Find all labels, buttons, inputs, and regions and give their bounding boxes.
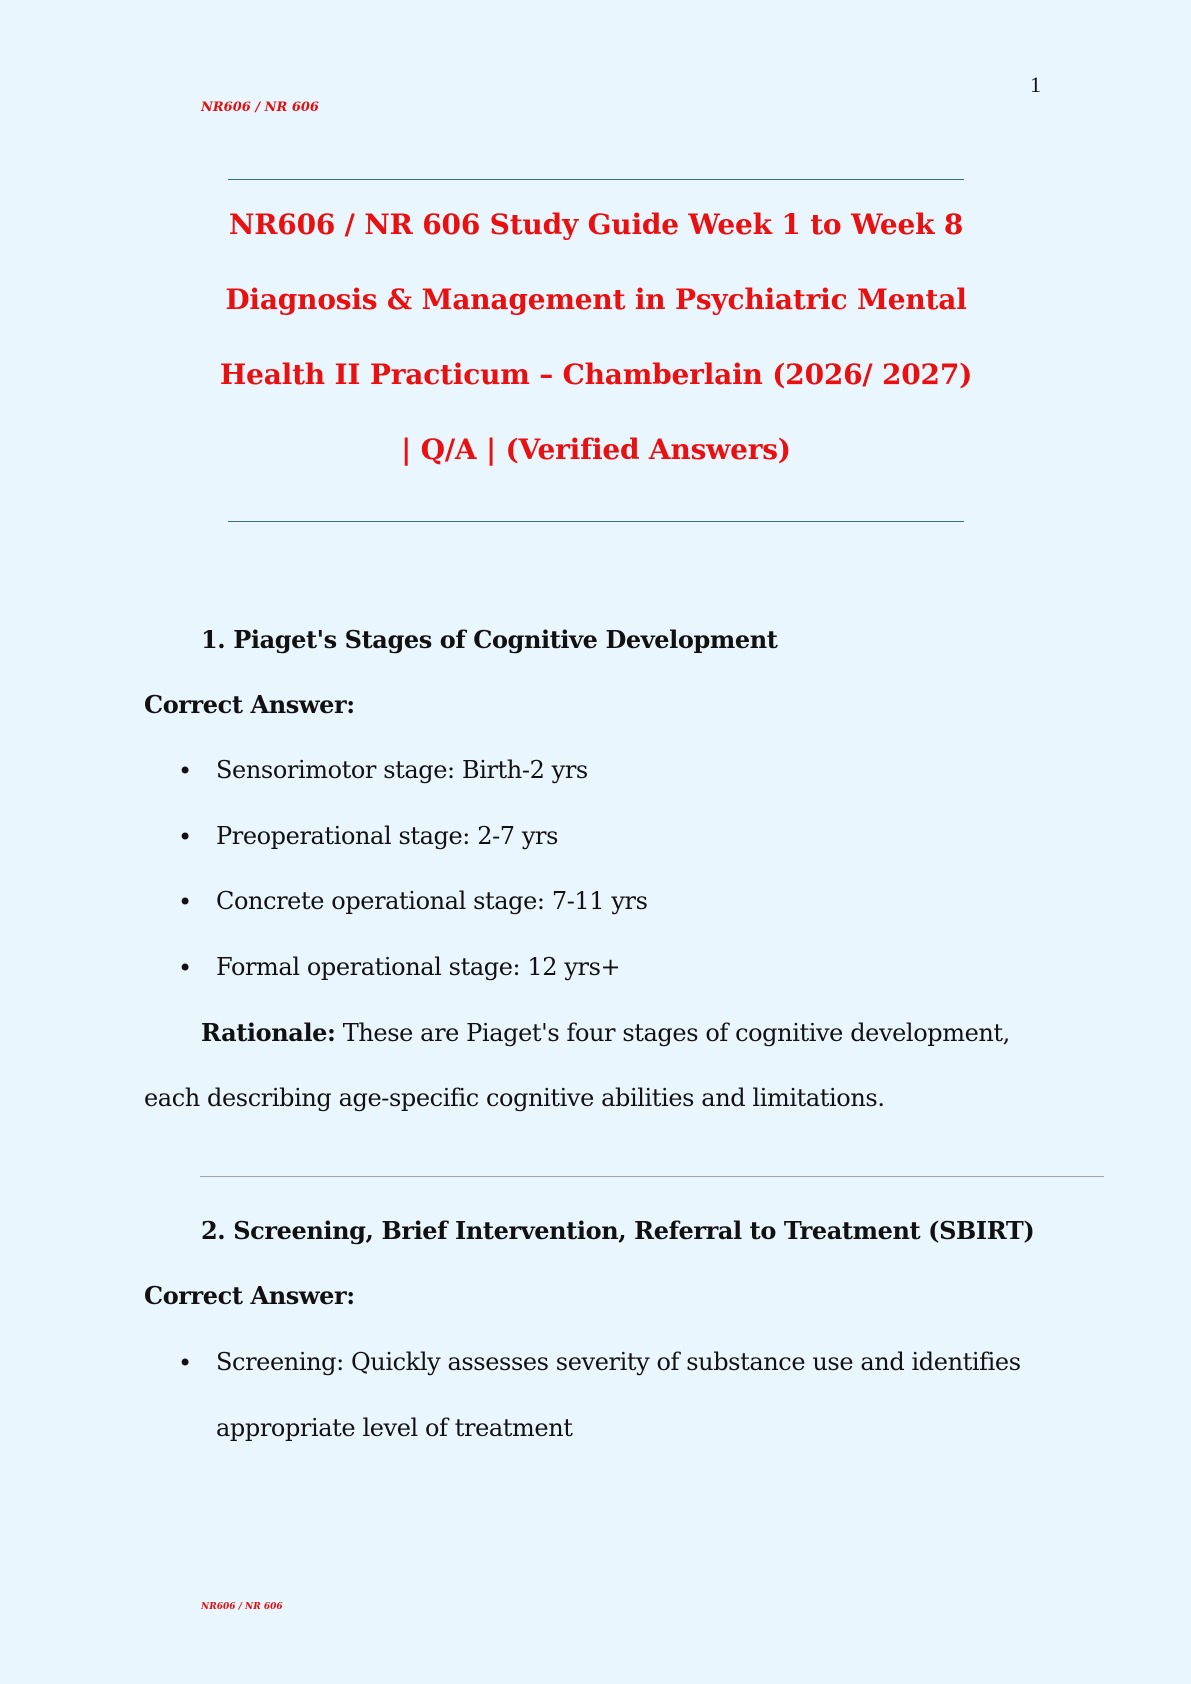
title-line-3: Health II Practicum – Chamberlain (2026/ 2027)	[219, 358, 973, 391]
title-bottom-rule	[228, 521, 964, 522]
rationale-text-line-1: These are Piaget's four stages of cognitive development,	[335, 1019, 1010, 1047]
title-line-1: NR606 / NR 606 Study Guide Week 1 to Week 8	[228, 208, 964, 241]
question-1-bullet-1: Sensorimotor stage: Birth-2 yrs	[216, 756, 588, 784]
question-1-correct-label: Correct Answer:	[144, 690, 355, 719]
title-line-4: | Q/A | (Verified Answers)	[401, 433, 791, 466]
bullet-dot: •	[178, 1349, 192, 1377]
question-1-heading: 1. Piaget's Stages of Cognitive Development	[201, 625, 778, 654]
title-line-2: Diagnosis & Management in Psychiatric Mental	[225, 283, 967, 316]
section-divider	[200, 1176, 1104, 1177]
question-2-bullet-1-line-1: Screening: Quickly assesses severity of substance use and identifies	[216, 1348, 1021, 1376]
page-number: 1	[1030, 72, 1041, 97]
title-top-rule	[228, 179, 964, 180]
bullet-dot: •	[178, 823, 192, 851]
rationale-text-line-2: each describing age-specific cognitive abilities and limitations.	[144, 1084, 885, 1112]
question-1-bullet-2: Preoperational stage: 2-7 yrs	[216, 822, 559, 850]
question-2-correct-label: Correct Answer:	[144, 1281, 355, 1310]
question-1-bullet-3: Concrete operational stage: 7-11 yrs	[216, 887, 648, 915]
bullet-dot: •	[178, 888, 192, 916]
bullet-dot: •	[178, 954, 192, 982]
document-title	[200, 187, 992, 487]
bullet-dot: •	[178, 757, 192, 785]
question-2-bullet-1-line-2: appropriate level of treatment	[216, 1414, 573, 1442]
question-1-rationale	[201, 1018, 1010, 1047]
question-1-bullet-4: Formal operational stage: 12 yrs+	[216, 953, 621, 981]
question-2-heading: 2. Screening, Brief Intervention, Referral to Treatment (SBIRT)	[201, 1216, 1035, 1245]
rationale-label: Rationale:	[201, 1018, 336, 1047]
footer-mark: NR606 / NR 606	[201, 1602, 283, 1612]
header-mark: NR606 / NR 606	[201, 100, 319, 115]
